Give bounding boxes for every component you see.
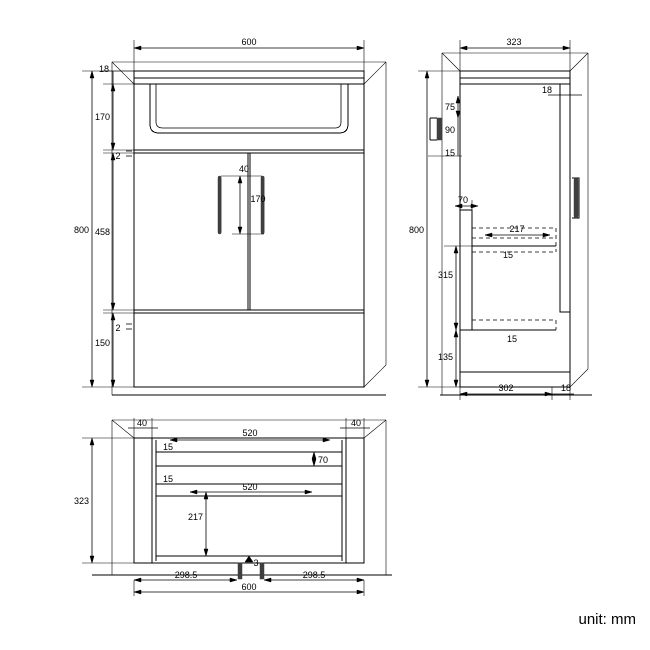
plan-waste-stub-left [238,563,242,579]
front-right-door-handle [261,176,264,234]
side-15-value: 15 [444,148,455,158]
plan-half-right-arrow-r [357,578,364,582]
front-458-arrow-top [111,153,115,160]
plan-15-upper-value: 15 [162,442,174,452]
front-458-arrow-bot [111,303,115,310]
side-90-value: 90 [444,125,455,135]
front-800-arrow-top [90,71,94,78]
side-302-value: 302 [498,383,514,393]
plan-view [74,418,392,596]
front-cabinet-outline [134,84,364,387]
side-135-arrow-top [454,330,458,337]
plan-half-right-value: 298.5 [302,570,326,580]
side-800-value: 800 [408,225,424,235]
side-75-arrow-top [456,96,460,103]
plan-waste-stub-right [260,563,264,579]
plan-outline [134,438,364,563]
side-315-arrow-bot [454,323,458,330]
front-150-arrow-top [111,313,115,320]
side-view [409,37,592,400]
side-18-bottom-value: 18 [560,383,572,393]
side-shelf-15-upper-value: 15 [502,250,514,260]
front-800-value: 800 [73,225,89,235]
side-75-value: 75 [444,102,455,112]
plan-70-value: 70 [318,455,329,465]
front-170-value: 170 [94,112,110,122]
front-width-value: 600 [241,37,257,47]
front-handle-40-value: 40 [238,164,250,174]
side-depth-value: 323 [506,37,522,47]
plan-217-value: 217 [187,512,203,522]
side-depth-arrow-left [460,46,467,50]
plan-520-lower-value: 520 [242,482,258,492]
plan-323-value: 323 [73,496,89,506]
plan-520-upper-value: 520 [242,428,258,438]
plan-half-left-arrow-l [134,578,141,582]
plan-15-lower-value: 15 [162,474,174,484]
plan-half-left-value: 298.5 [174,570,198,580]
plan-40-right-value: 40 [350,418,362,428]
plan-323-arrow-b [90,556,94,563]
side-135-value: 135 [437,352,453,362]
side-217-value: 217 [509,224,525,234]
front-150-arrow-bot [111,380,115,387]
plan-600-arrow-r [357,590,364,594]
plan-600-arrow-l [134,590,141,594]
side-door-handle-bar [574,178,578,218]
front-gap-upper-value: 2 [115,151,121,161]
front-150-value: 150 [94,338,110,348]
front-gap-lower-value: 2 [115,323,121,333]
front-800-arrow-bot [90,380,94,387]
side-18-value: 18 [541,85,553,95]
front-width-arrow-right [357,46,364,50]
side-800-arrow-bot [425,380,429,387]
side-wall-bracket [437,118,442,140]
side-800-arrow-top [425,71,429,78]
side-315-value: 315 [437,270,453,280]
front-left-door-handle [218,176,221,234]
front-458-value: 458 [94,227,110,237]
front-width-arrow-left [134,46,141,50]
side-75-arrow-bot [456,111,460,118]
plan-half-right-arrow-l [264,578,271,582]
front-170-arrow-bot [111,143,115,150]
side-135-arrow-bot [454,380,458,387]
front-170-arrow-top [111,84,115,91]
plan-40-left-value: 40 [136,418,148,428]
unit-note: unit: mm [578,611,636,628]
plan-600-value: 600 [241,582,257,592]
side-wall-bracket-frame [430,118,437,140]
plan-half-left-arrow-r [230,578,237,582]
side-shelf-15-lower-value: 15 [506,334,518,344]
front-view [74,37,386,395]
side-depth-arrow-right [563,46,570,50]
side-315-arrow-top [454,246,458,253]
front-18-value: 18 [98,64,109,74]
plan-323-arrow-t [90,438,94,445]
front-handle-170-value: 170 [250,194,266,204]
side-70-value: 70 [458,195,469,205]
plan-center-gap-value: 3 [253,558,259,568]
